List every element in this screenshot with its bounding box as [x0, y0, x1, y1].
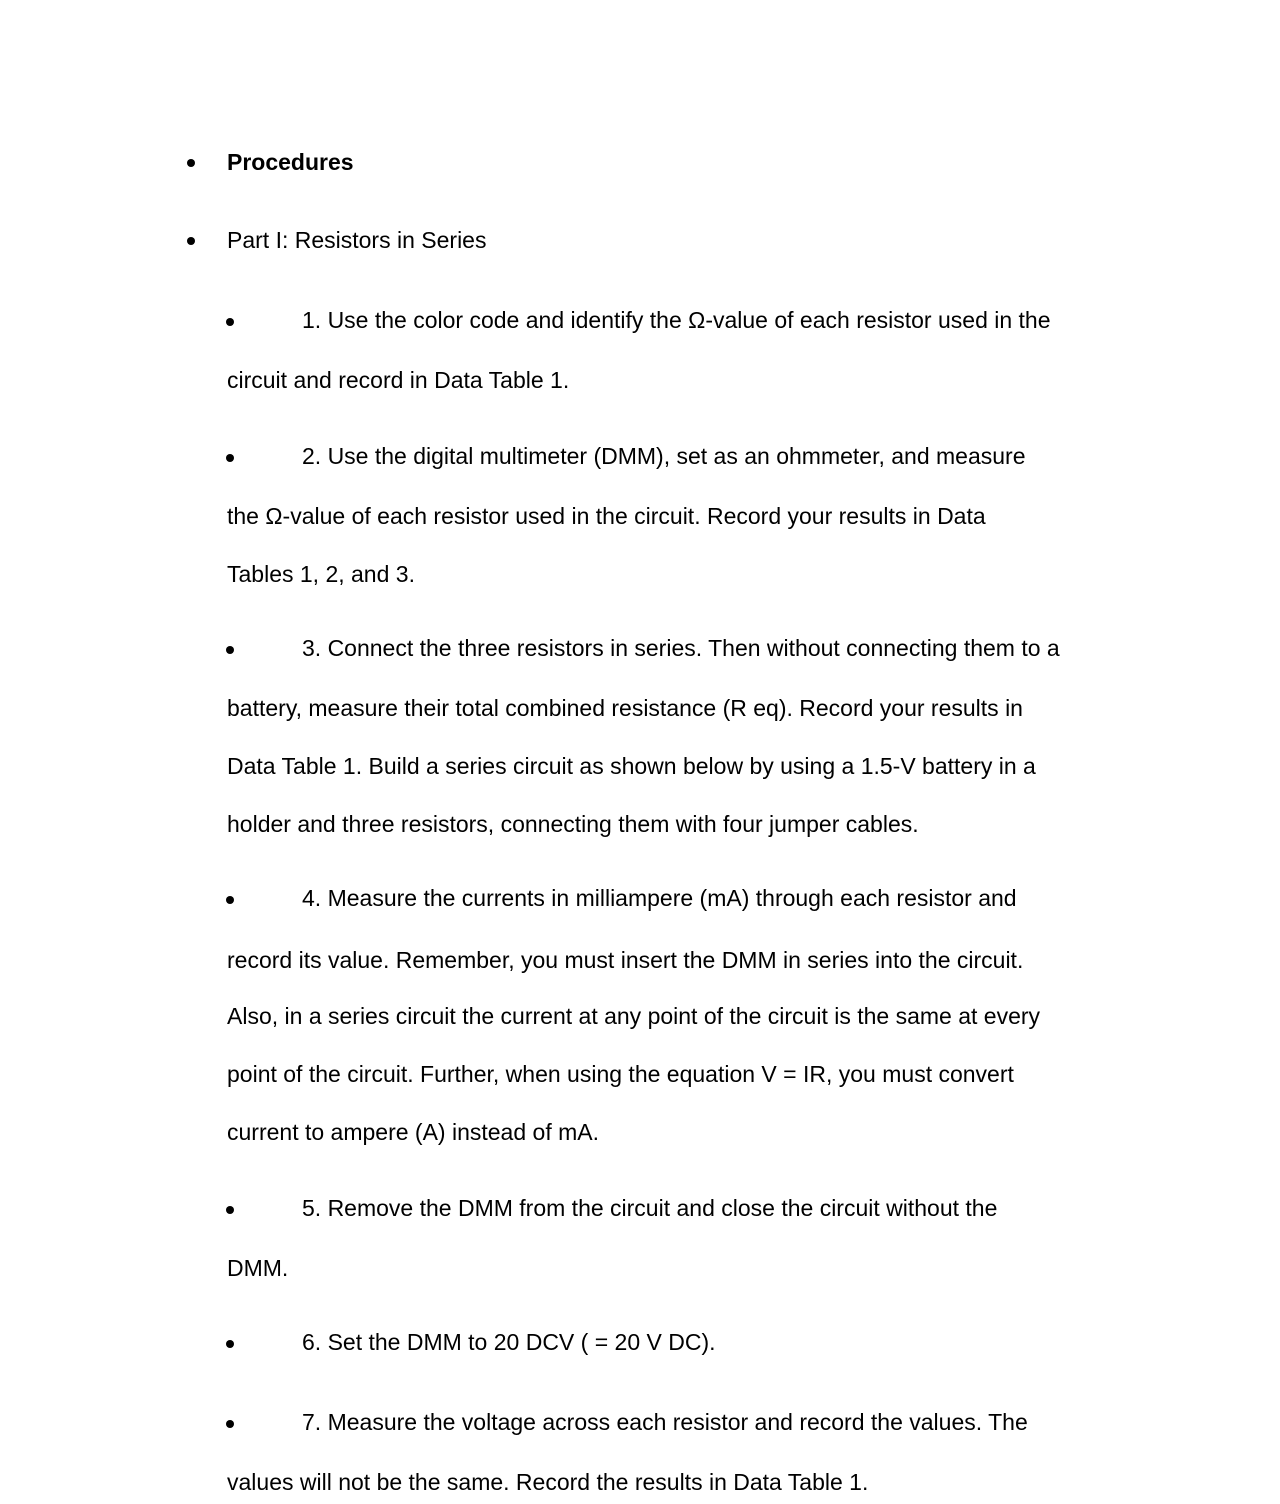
step-4-line-3: Also, in a series circuit the current at any point of the circuit is the same at every [227, 1003, 1041, 1029]
step-5-line-1: 5. Remove the DMM from the circuit and close the circuit without the [302, 1195, 998, 1221]
section-title: Procedures [227, 149, 354, 175]
step-3-line-1: 3. Connect the three resistors in series. Then without connecting them to a [302, 635, 1060, 661]
step-2-line-2: the Ω-value of each resistor used in the circuit. Record your results in Data [227, 503, 986, 529]
step-2-line-1: 2. Use the digital multimeter (DMM), set as an ohmmeter, and measure [302, 443, 1026, 469]
bullet-step-5 [226, 1206, 234, 1214]
step-3-line-4: holder and three resistors, connecting them with four jumper cables. [227, 811, 919, 837]
step-4-line-5: current to ampere (A) instead of mA. [227, 1119, 599, 1145]
bullet-step-3 [226, 646, 234, 654]
bullet-procedures [187, 159, 195, 167]
step-4-line-4: point of the circuit. Further, when using the equation V = IR, you must convert [227, 1061, 1014, 1087]
bullet-part-one [187, 237, 195, 245]
bullet-step-1 [226, 318, 234, 326]
step-6-line-1: 6. Set the DMM to 20 DCV ( = 20 V DC). [302, 1329, 716, 1355]
step-1-line-1: 1. Use the color code and identify the Ω-value of each resistor used in the [302, 307, 1051, 333]
step-4-line-1: 4. Measure the currents in milliampere (mA) through each resistor and [302, 885, 1017, 911]
bullet-step-4 [226, 896, 234, 904]
step-7-line-2: values will not be the same. Record the results in Data Table 1. [227, 1469, 869, 1495]
step-7-line-1: 7. Measure the voltage across each resistor and record the values. The [302, 1409, 1028, 1435]
step-3-line-3: Data Table 1. Build a series circuit as shown below by using a 1.5-V battery in a [227, 753, 1036, 779]
part-heading: Part I: Resistors in Series [227, 227, 487, 253]
bullet-step-2 [226, 454, 234, 462]
step-1-line-2: circuit and record in Data Table 1. [227, 367, 570, 393]
bullet-step-7 [226, 1420, 234, 1428]
step-5-line-2: DMM. [227, 1255, 289, 1281]
step-4-line-2: record its value. Remember, you must insert the DMM in series into the circuit. [227, 947, 1024, 973]
bullet-step-6 [226, 1340, 234, 1348]
step-2-line-3: Tables 1, 2, and 3. [227, 561, 415, 587]
step-3-line-2: battery, measure their total combined resistance (R eq). Record your results in [227, 695, 1023, 721]
